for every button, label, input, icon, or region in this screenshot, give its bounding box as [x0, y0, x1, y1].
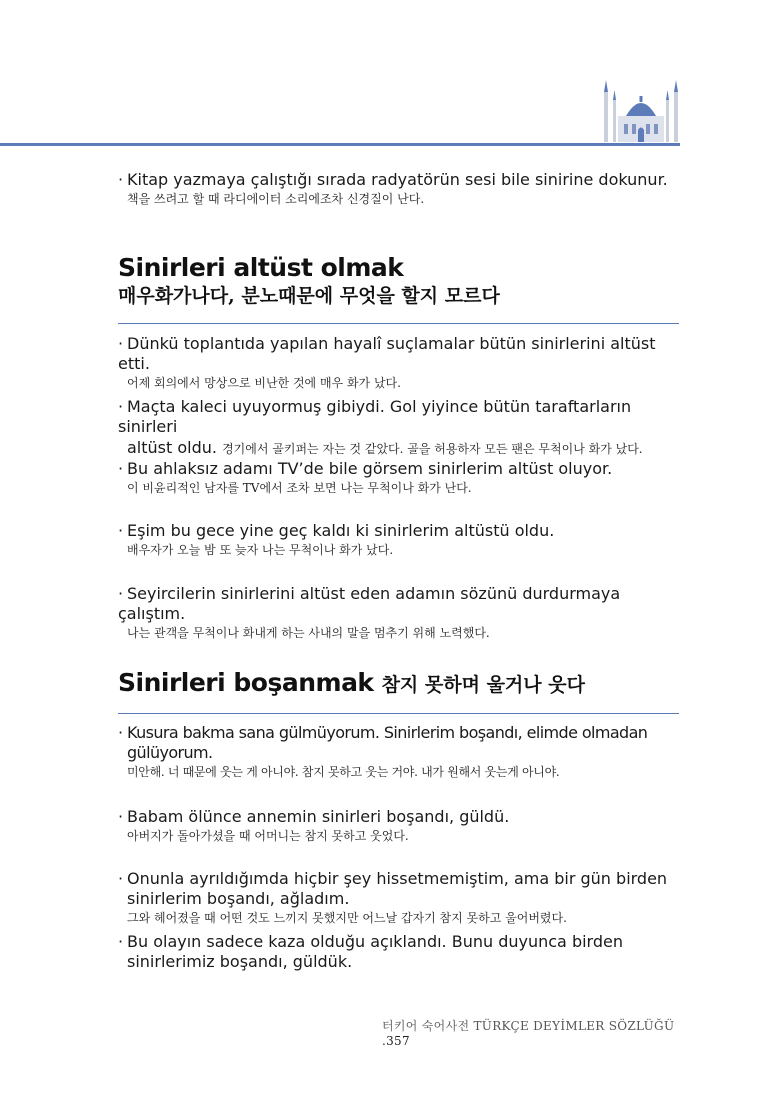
example-ko: 미안해. 너 때문에 웃는 게 아니야. 참지 못하고 웃는 거야. 내가 원해서 웃는게 아니야.: [127, 765, 560, 779]
example-item: · Dünkü toplantıda yapılan hayalî suçlamalar bütün sinirlerini altüst etti. 어제 회의에서 망상으로 비난한 것에 매우 화가 났다.: [118, 334, 684, 392]
example-item: · Eşim bu gece yine geç kaldı ki sinirlerim altüstü oldu. 배우자가 오늘 밤 또 늦자 나는 무척이나 화가 났다.: [118, 521, 684, 559]
header-rule: [0, 143, 680, 146]
example-tr: Eşim bu gece yine geç kaldı ki sinirlerim altüstü oldu.: [127, 521, 555, 540]
idiom-title: Sinirleri boşanmak: [118, 668, 374, 697]
example-item: · Bu ahlaksız adamı TV’de bile görsem sinirlerim altüst oluyor. 이 비윤리적인 남자를 TV에서 조차 보면 나는 무척이나 화가 난다.: [118, 459, 684, 497]
example-ko: 나는 관객을 무척이나 화내게 하는 사내의 말을 멈추기 위해 노력했다.: [127, 626, 490, 640]
example-tr: Babam ölünce annemin sinirleri boşandı, güldü.: [127, 807, 510, 826]
example-ko: 이 비윤리적인 남자를 TV에서 조차 보면 나는 무척이나 화가 난다.: [127, 481, 472, 495]
mosque-icon: [600, 78, 682, 144]
idiom-meaning: 참지 못하며 울거나 웃다: [381, 674, 585, 696]
example-ko: 책을 쓰려고 할 때 라디에이터 소리에조차 신경질이 난다.: [127, 192, 425, 206]
example-item: · Kusura bakma sana gülmüyorum. Sinirlerim boşandı, elimde olmadan gülüyorum. 미안해. 너 때문에 웃는 게 아니야. 참지 못하고 웃는 거야. 내가 원해서 웃는게 아니야.: [118, 723, 684, 781]
idiom-meaning: 매우화가나다, 분노때문에 무엇을 할지 모르다: [118, 285, 500, 307]
idiom-title: Sinirleri altüst olmak: [118, 253, 404, 282]
example-tr: Onunla ayrıldığımda hiçbir şey hissetmemiştim, ama bir gün birden: [127, 869, 668, 888]
example-tr-cont: sinirlerimiz boşandı, güldük.: [127, 952, 353, 971]
example-intro: [118, 170, 684, 208]
example-item: · Onunla ayrıldığımda hiçbir şey hissetmemiştim, ama bir gün birden sinirlerim boşandı, ağladım. 그와 헤어졌을 때 어떤 것도 느끼지 못했지만 어느날 갑자기 참지 못하고 울어버렸다.: [118, 869, 684, 927]
example-tr: Bu ahlaksız adamı TV’de bile görsem sinirlerim altüst oluyor.: [127, 459, 613, 478]
footer-label: 터키어 숙어사전 TÜRKÇE DEYİMLER SÖZLÜĞÜ: [382, 1019, 675, 1033]
example-ko: 아버지가 돌아가셨을 때 어머니는 참지 못하고 웃었다.: [127, 829, 409, 843]
example-item: · Maçta kaleci uyuyormuş gibiydi. Gol yiyince bütün taraftarların sinirleri altüst oldu. 경기에서 골키퍼는 자는 것 같았다. 골을 허용하자 모든 팬은 무척이나 화가 났다.: [118, 397, 643, 457]
example-tr: Seyircilerin sinirlerini altüst eden adamın sözünü durdurmaya çalıştım.: [118, 584, 621, 623]
idiom-title-row: [118, 668, 585, 700]
example-tr-cont: sinirlerim boşandı, ağladım.: [127, 889, 350, 908]
example-ko: 배우자가 오늘 밤 또 늦자 나는 무척이나 화가 났다.: [127, 543, 394, 557]
section-rule: [118, 323, 679, 324]
bullet: ·: [118, 170, 124, 189]
example-tr: Maçta kaleci uyuyormuş gibiydi. Gol yiyince bütün taraftarların sinirleri: [118, 397, 632, 436]
example-ko: 그와 헤어졌을 때 어떤 것도 느끼지 못했지만 어느날 갑자기 참지 못하고 울어버렸다.: [127, 911, 567, 925]
example-item: · Babam ölünce annemin sinirleri boşandı, güldü. 아버지가 돌아가셨을 때 어머니는 참지 못하고 웃었다.: [118, 807, 684, 845]
example-tr: Dünkü toplantıda yapılan hayalî suçlamalar bütün sinirlerini altüst etti.: [118, 334, 656, 373]
example-tr-cont: gülüyorum.: [127, 743, 213, 762]
page-number: .357: [382, 1034, 410, 1048]
example-ko: 경기에서 골키퍼는 자는 것 같았다. 골을 허용하자 모든 팬은 무척이나 화가 났다.: [222, 442, 643, 456]
section-rule: [118, 713, 679, 714]
page-footer: [382, 1017, 682, 1048]
example-ko: 어제 회의에서 망상으로 비난한 것에 매우 화가 났다.: [127, 376, 401, 390]
example-tr: Kitap yazmaya çalıştığı sırada radyatörün sesi bile sinirine dokunur.: [127, 170, 668, 189]
example-item: · Seyircilerin sinirlerini altüst eden adamın sözünü durdurmaya çalıştım. 나는 관객을 무척이나 화내게 하는 사내의 말을 멈추기 위해 노력했다.: [118, 584, 684, 642]
example-tr-cont: altüst oldu.: [127, 438, 217, 457]
example-tr: Kusura bakma sana gülmüyorum. Sinirlerim boşandı, elimde olmadan: [127, 723, 648, 742]
example-item: · Bu olayın sadece kaza olduğu açıklandı. Bunu duyunca birden sinirlerimiz boşandı, güldük.: [118, 932, 623, 971]
example-tr: Bu olayın sadece kaza olduğu açıklandı. Bunu duyunca birden: [127, 932, 623, 951]
